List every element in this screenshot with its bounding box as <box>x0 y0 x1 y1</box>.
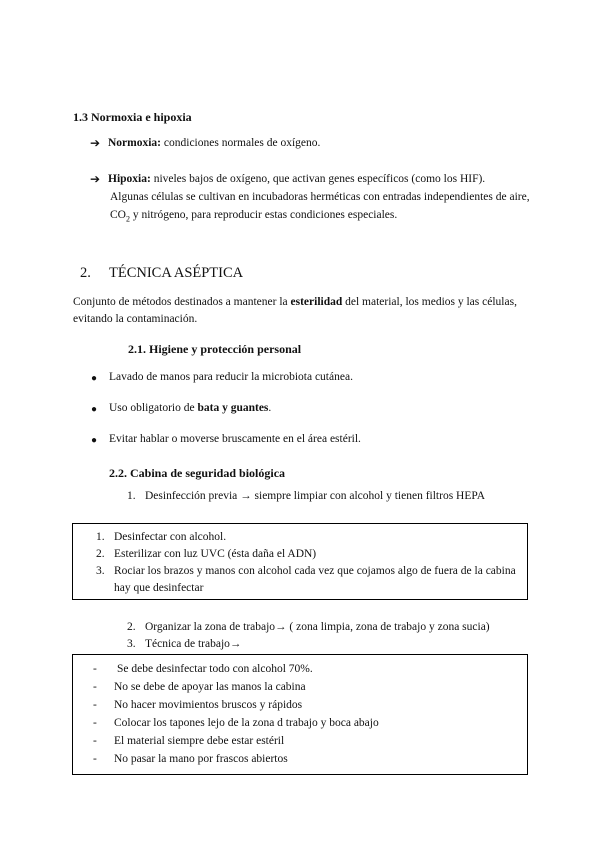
hipoxia-definition <box>108 173 485 185</box>
box1-item-2: Esterilizar con luz UVC (ésta daña el ADN) <box>114 548 317 560</box>
dash-icon: - <box>93 681 97 693</box>
intro-bold-esterilidad: esterilidad <box>290 296 343 308</box>
box2-item-4: Colocar los tapones lejo de la zona d trabajo y boca abajo <box>114 717 379 729</box>
normoxia-term: Normoxia: <box>108 137 162 149</box>
list-item-text: Uso obligatorio de <box>109 402 198 414</box>
hipoxia-line-3 <box>110 209 397 223</box>
box1-num-3: 3. <box>96 565 105 577</box>
dash-icon: - <box>93 735 97 747</box>
step-number: 2. <box>127 621 136 633</box>
step-number: 3. <box>127 638 136 650</box>
arrow-icon: ➔ <box>90 136 101 150</box>
co2-text: CO <box>110 209 126 221</box>
box1-item-3: Rociar los brazos y manos con alcohol cada vez que cojamos algo de fuera de la cabina <box>114 565 516 577</box>
step-2-text: Organizar la zona de trabajo→ ( zona limpia, zona de trabajo y zona sucia) <box>145 621 490 633</box>
box2-item-6: No pasar la mano por frascos abiertos <box>114 753 288 765</box>
step-1-text: Desinfección previa → siempre limpiar con alcohol y tienen filtros HEPA <box>145 490 486 502</box>
section-number-2: 2. <box>80 265 91 281</box>
step-3-text: Técnica de trabajo→ <box>145 638 242 650</box>
section-heading-2-1: 2.1. Higiene y protección personal <box>128 342 302 356</box>
normoxia-definition <box>108 137 320 149</box>
hipoxia-line-3-rest: y nitrógeno, para reproducir estas condiciones especiales. <box>129 209 398 221</box>
hipoxia-term: Hipoxia: <box>108 173 151 185</box>
dash-icon: - <box>93 753 97 765</box>
box2-item-1: Se debe desinfectar todo con alcohol 70%. <box>117 663 313 675</box>
section-heading-1-3: 1.3 Normoxia e hipoxia <box>73 110 192 124</box>
box2-item-2: No se debe de apoyar las manos la cabina <box>114 681 306 693</box>
box2-item-3: No hacer movimientos bruscos y rápidos <box>114 699 303 711</box>
dash-icon: - <box>93 717 97 729</box>
intro-line-2: evitando la contaminación. <box>73 313 198 325</box>
intro-text: Conjunto de métodos destinados a mantener la <box>73 296 291 308</box>
box2-item-5: El material siempre debe estar estéril <box>114 735 285 747</box>
intro-line-1 <box>73 296 517 308</box>
list-item-period: . <box>268 402 272 414</box>
bullet-icon: ● <box>91 435 98 446</box>
dash-icon: - <box>93 699 97 711</box>
section-title-tecnica-aseptica: TÉCNICA ASÉPTICA <box>109 265 244 281</box>
bullet-icon: ● <box>91 373 98 384</box>
bullet-icon: ● <box>91 404 98 415</box>
hipoxia-text: niveles bajos de oxígeno, que activan genes específicos (como los HIF). <box>150 173 486 185</box>
dash-icon: - <box>93 663 97 675</box>
intro-text-rest: del material, los medios y las células, <box>342 296 517 308</box>
list-item <box>109 402 271 414</box>
step-number: 1. <box>127 490 136 502</box>
box1-item-3-line-2: hay que desinfectar <box>114 582 204 594</box>
box1-num-2: 2. <box>96 548 105 560</box>
normoxia-text: condiciones normales de oxígeno. <box>161 137 321 149</box>
list-item: Evitar hablar o moverse bruscamente en el área estéril. <box>109 433 361 445</box>
list-item-bold: bata y guantes <box>197 402 269 414</box>
section-heading-2-2: 2.2. Cabina de seguridad biológica <box>109 466 286 480</box>
box1-item-1: Desinfectar con alcohol. <box>114 531 227 543</box>
arrow-icon: ➔ <box>90 172 101 186</box>
box1-num-1: 1. <box>96 531 105 543</box>
co2-subscript: 2 <box>125 214 130 224</box>
list-item: Lavado de manos para reducir la microbiota cutánea. <box>109 371 353 383</box>
hipoxia-line-2: Algunas células se cultivan en incubadoras herméticas con entradas independientes de aire, <box>110 191 530 203</box>
